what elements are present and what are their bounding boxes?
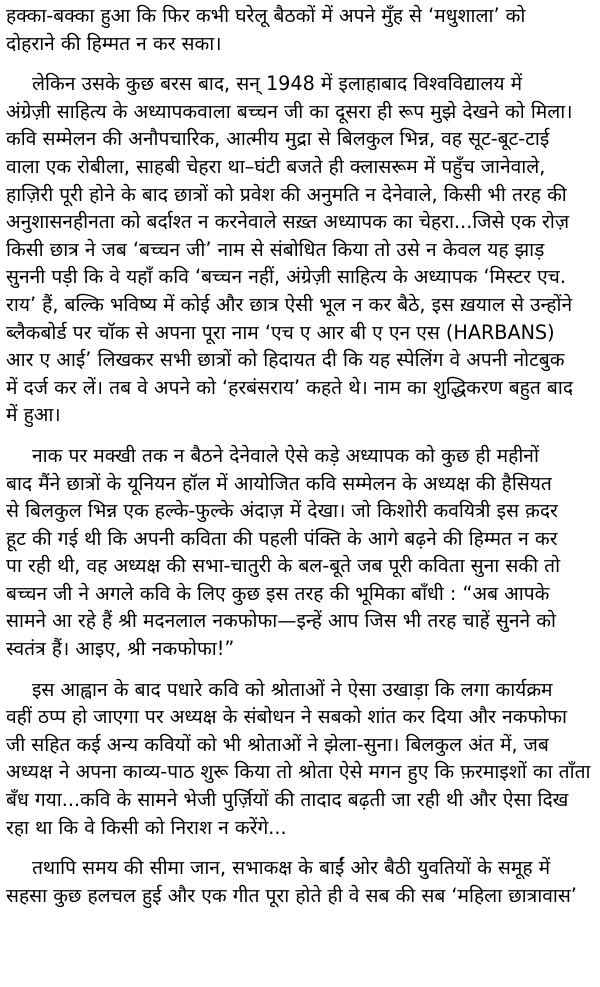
paragraph-5 bbox=[6, 854, 594, 909]
text-line: बँध गया...कवि के सामने भेजी पुर्ज़ियों की तादाद बढ़ती जा रही थी और ऐसा दिख bbox=[6, 788, 569, 812]
text-line: आर ए आई’ लिखकर सभी छात्रों को हिदायत दी कि यह स्पेलिंग वे अपनी नोटबुक bbox=[6, 348, 565, 372]
text-line: दोहराने की हिम्मत न कर सका। bbox=[6, 31, 222, 55]
text-line: में दर्ज कर लें। तब वे अपने को ‘हरबंसराय’ कहते थे। नाम का शुद्धिकरण बहुत बाद bbox=[6, 375, 574, 399]
text-line: सुननी पड़ी कि वे यहाँ कवि ‘बच्चन नहीं, अंग्रेज़ी साहित्य के अध्यापक ‘मिस्टर एच. bbox=[6, 265, 566, 289]
text-line: वहीं ठप्प हो जाएगा पर अध्यक्ष के संबोधन ने सबको शांत कर दिया और नकफोफा bbox=[6, 705, 567, 729]
text-line: सामने आ रहे हैं श्री मदनलाल नकफोफा—इन्हें आप जिस भी तरह चाहें सुनने को bbox=[6, 609, 556, 633]
text-line: हूट की गई थी कि अपनी कविता की पहली पंक्ति के आगे बढ़ने की हिम्मत न कर bbox=[6, 526, 558, 550]
text-line: स्वतंत्र हैं। आइए, श्री नकफोफा!” bbox=[6, 637, 235, 661]
text-line: बाद मैंने छात्रों के यूनियन हॉल में आयोजित कवि सम्मेलन के अध्यक्ष की हैसियत bbox=[6, 471, 552, 495]
text-line: जी सहित कई अन्य कवियों को भी श्रोताओं ने झेला-सुना। बिलकुल अंत में, जब bbox=[6, 732, 549, 756]
text-line: किसी छात्र ने जब ‘बच्चन जी’ नाम से संबोधित किया तो उसे न केवल यह झाड़ bbox=[6, 237, 545, 261]
text-line: से बिलकुल भिन्न एक हल्के-फुल्के अंदाज़ में देखा। जो किशोरी कवयित्री इस क़दर bbox=[6, 499, 558, 523]
text-line: हाज़िरी पूरी होने के बाद छात्रों को प्रवेश की अनुमति न देनेवाले, किसी भी तरह की bbox=[6, 182, 567, 206]
text-line: अनुशासनहीनता को बर्दाश्त न करनेवाले सख़्त अध्यापक का चेहरा...जिसे एक रोज़ bbox=[6, 210, 570, 234]
text-line: वाला एक रोबीला, साहबी चेहरा था–घंटी बजते ही क्लासरूम में पहुँच जानेवाले, bbox=[6, 154, 546, 178]
text-line: अंग्रेज़ी साहित्य के अध्यापकवाला बच्चन जी का दूसरा ही रूप मुझे देखने को मिला। bbox=[6, 99, 573, 123]
text-line: बच्चन जी ने अगले कवि के लिए कुछ इस तरह की भूमिका बाँधी : “अब आपके bbox=[6, 581, 550, 605]
text-line: ब्लैकबोर्ड पर चॉक से अपना पूरा नाम ‘एच ए आर बी ए एन एस (HARBANS) bbox=[6, 320, 555, 344]
text-line: रहा था कि वे किसी को निराश न करेंगे... bbox=[6, 815, 287, 839]
text-line: पा रही थी, वह अध्यक्ष की सभा-चातुरी के बल-बूते जब पूरी कविता सुना सकी तो bbox=[6, 554, 561, 578]
text-line: तथापि समय की सीमा जान, सभाकक्ष के बाईं ओर बैठी युवतियों के समूह में bbox=[32, 856, 551, 880]
paragraph-4 bbox=[6, 676, 594, 842]
text-line: सहसा कुछ हलचल हुई और एक गीत पूरा होते ही वे सब की सब ‘महिला छात्रावास’ bbox=[6, 883, 577, 907]
text-line: हक्का-बक्का हुआ कि फिर कभी घरेलू बैठकों में अपने मुँह से ‘मधुशाला’ को bbox=[6, 4, 526, 27]
text-line: नाक पर मक्खी तक न बैठने देनेवाले ऐसे कड़े अध्यापक को कुछ ही महीनों bbox=[32, 443, 539, 467]
paragraph-1 bbox=[6, 2, 594, 57]
text-line: राय’ हैं, बल्कि भविष्य में कोई और छात्र ऐसी भूल न कर बैठे, इस ख़याल से उन्होंने bbox=[6, 292, 573, 316]
text-line: कवि सम्मेलन की अनौपचारिक, आत्मीय मुद्रा से बिलकुल भिन्न, वह सूट-बूट-टाई bbox=[6, 127, 550, 151]
book-page bbox=[6, 2, 594, 985]
text-line: में हुआ। bbox=[6, 403, 61, 427]
paragraph-3 bbox=[6, 442, 594, 663]
text-line: इस आह्वान के बाद पधारे कवि को श्रोताओं ने ऐसा उखाड़ा कि लगा कार्यक्रम bbox=[32, 677, 553, 701]
paragraph-2 bbox=[6, 70, 594, 429]
text-line: अध्यक्ष ने अपना काव्य-पाठ शुरू किया तो श्रोता ऐसे मगन हुए कि फ़रमाइशों का ताँता bbox=[6, 760, 591, 784]
text-line: लेकिन उसके कुछ बरस बाद, सन् 1948 में इलाहाबाद विश्वविद्यालय में bbox=[32, 72, 523, 96]
